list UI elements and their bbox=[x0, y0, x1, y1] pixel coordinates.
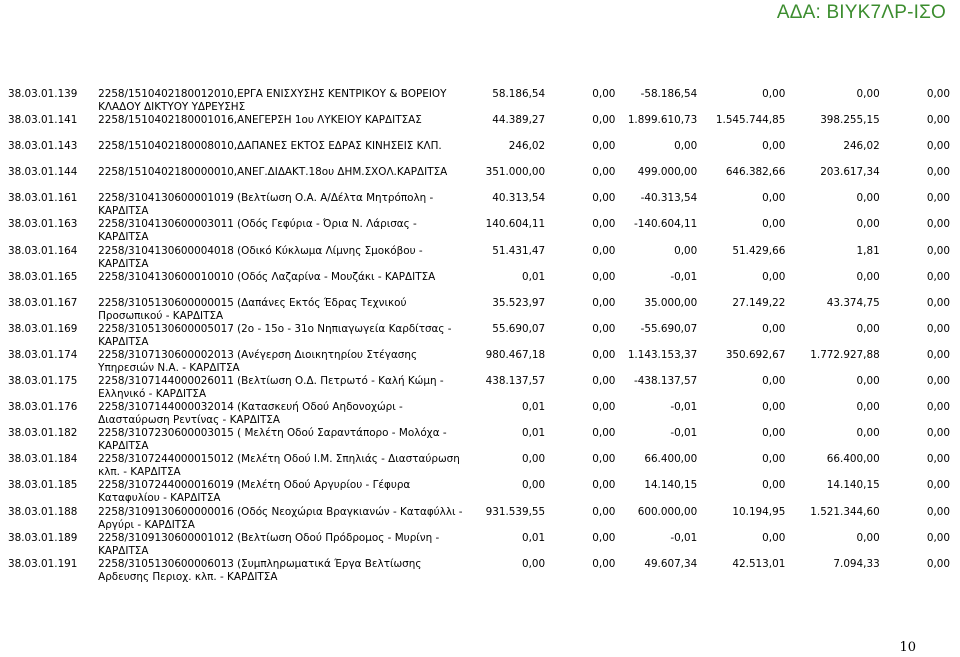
account-description: 2258/3104130600010010 (Οδός Λαζαρίνα - Μουζάκι - ΚΑΡΔΙΤΣΑ bbox=[98, 270, 436, 283]
account-code: 38.03.01.167 bbox=[8, 296, 78, 309]
amount-col-3: 499.000,00 bbox=[637, 166, 698, 179]
account-code: 38.03.01.141 bbox=[8, 114, 78, 127]
budget-table bbox=[6, 88, 952, 584]
table-row bbox=[6, 297, 952, 323]
amount-col-6: 0,00 bbox=[926, 505, 950, 518]
account-code: 38.03.01.184 bbox=[8, 453, 78, 466]
table-row bbox=[6, 506, 952, 532]
amount-col-2: 0,00 bbox=[592, 244, 616, 257]
amount-col-5: 246,02 bbox=[843, 140, 880, 153]
account-description: 2258/1510402180001016,ΑΝΕΓΕΡΣΗ 1ου ΛΥΚΕΙΟΥ ΚΑΡΔΙΤΣΑΣ bbox=[98, 114, 422, 127]
amount-col-2: 0,00 bbox=[592, 192, 616, 205]
table-row bbox=[6, 245, 952, 271]
account-description: 2258/3104130600001019 (Βελτίωση Ο.Α. Α/Δέλτα Μητρόπολη - ΚΑΡΔΙΤΣΑ bbox=[98, 192, 434, 218]
account-description: 2258/3107230600003015 ( Μελέτη Οδού Σαραντάπορο - Μολόχα - ΚΑΡΔΙΤΣΑ bbox=[98, 427, 447, 453]
amount-col-5: 0,00 bbox=[856, 375, 880, 388]
amount-col-3: 35.000,00 bbox=[644, 296, 698, 309]
amount-col-6: 0,00 bbox=[926, 166, 950, 179]
page-number: 10 bbox=[899, 640, 916, 655]
amount-col-4: 0,00 bbox=[762, 140, 786, 153]
amount-col-1: 40.313,54 bbox=[492, 192, 546, 205]
amount-col-6: 0,00 bbox=[926, 557, 950, 570]
amount-col-5: 0,00 bbox=[856, 218, 880, 231]
amount-col-1: 351.000,00 bbox=[485, 166, 546, 179]
amount-col-6: 0,00 bbox=[926, 296, 950, 309]
amount-col-1: 0,00 bbox=[522, 479, 546, 492]
account-code: 38.03.01.165 bbox=[8, 270, 78, 283]
amount-col-1: 931.539,55 bbox=[485, 505, 546, 518]
amount-col-2: 0,00 bbox=[592, 218, 616, 231]
table-row bbox=[6, 271, 952, 297]
amount-col-4: 0,00 bbox=[762, 218, 786, 231]
account-code: 38.03.01.163 bbox=[8, 218, 78, 231]
account-code: 38.03.01.161 bbox=[8, 192, 78, 205]
account-code: 38.03.01.189 bbox=[8, 531, 78, 544]
amount-col-6: 0,00 bbox=[926, 114, 950, 127]
amount-col-3: 49.607,34 bbox=[644, 557, 698, 570]
amount-col-2: 0,00 bbox=[592, 140, 616, 153]
amount-col-3: -0,01 bbox=[670, 401, 698, 414]
amount-col-4: 10.194,95 bbox=[732, 505, 786, 518]
amount-col-6: 0,00 bbox=[926, 218, 950, 231]
table-row bbox=[6, 349, 952, 375]
account-code: 38.03.01.174 bbox=[8, 348, 78, 361]
amount-col-6: 0,00 bbox=[926, 322, 950, 335]
amount-col-2: 0,00 bbox=[592, 401, 616, 414]
table-row bbox=[6, 323, 952, 349]
amount-col-1: 0,00 bbox=[522, 453, 546, 466]
account-description: 2258/3109130600001012 (Βελτίωση Οδού Πρόδρομος - Μυρίνη - ΚΑΡΔΙΤΣΑ bbox=[98, 531, 440, 557]
amount-col-3: 1.143.153,37 bbox=[627, 348, 698, 361]
amount-col-3: -0,01 bbox=[670, 427, 698, 440]
amount-col-6: 0,00 bbox=[926, 531, 950, 544]
amount-col-6: 0,00 bbox=[926, 401, 950, 414]
amount-col-6: 0,00 bbox=[926, 375, 950, 388]
amount-col-4: 0,00 bbox=[762, 375, 786, 388]
amount-col-5: 14.140,15 bbox=[826, 479, 880, 492]
amount-col-6: 0,00 bbox=[926, 479, 950, 492]
amount-col-1: 980.467,18 bbox=[485, 348, 546, 361]
account-code: 38.03.01.185 bbox=[8, 479, 78, 492]
amount-col-4: 350.692,67 bbox=[725, 348, 786, 361]
amount-col-6: 0,00 bbox=[926, 244, 950, 257]
account-description: 2258/1510402180012010,ΕΡΓΑ ΕΝΙΣΧΥΣΗΣ ΚΕΝΤΡΙΚΟΥ & ΒΟΡΕΙΟΥ ΚΛΑΔΟΥ ΔΙΚΤΥΟΥ ΥΔΡΕΥΣΗΣ bbox=[98, 88, 447, 113]
amount-col-2: 0,00 bbox=[592, 479, 616, 492]
table-row bbox=[6, 532, 952, 558]
amount-col-2: 0,00 bbox=[592, 427, 616, 440]
amount-col-5: 66.400,00 bbox=[826, 453, 880, 466]
amount-col-4: 0,00 bbox=[762, 401, 786, 414]
amount-col-2: 0,00 bbox=[592, 166, 616, 179]
amount-col-3: -40.313,54 bbox=[640, 192, 698, 205]
table-row bbox=[6, 114, 952, 140]
table-row bbox=[6, 479, 952, 505]
amount-col-1: 51.431,47 bbox=[492, 244, 546, 257]
amount-col-5: 0,00 bbox=[856, 192, 880, 205]
account-code: 38.03.01.164 bbox=[8, 244, 78, 257]
table-row bbox=[6, 375, 952, 401]
amount-col-3: 0,00 bbox=[674, 244, 698, 257]
amount-col-1: 0,01 bbox=[522, 531, 546, 544]
amount-col-3: 1.899.610,73 bbox=[627, 114, 698, 127]
amount-col-5: 0,00 bbox=[856, 270, 880, 283]
table-row bbox=[6, 218, 952, 244]
account-description: 2258/3104130600003011 (Οδός Γεφύρια - Όρια Ν. Λάρισας - ΚΑΡΔΙΤΣΑ bbox=[98, 218, 417, 244]
amount-col-6: 0,00 bbox=[926, 427, 950, 440]
amount-col-4: 0,00 bbox=[762, 479, 786, 492]
account-description: 2258/1510402180000010,ΑΝΕΓ.ΔΙΔΑΚΤ.18ου ΔΗΜ.ΣΧΟΛ.ΚΑΡΔΙΤΣΑ bbox=[98, 166, 448, 179]
account-description: 2258/3109130600000016 (Οδός Νεοχώρια Βραγκιανών - Καταφύλλι - Αργύρι - ΚΑΡΔΙΤΣΑ bbox=[98, 505, 463, 531]
table-row bbox=[6, 558, 952, 584]
amount-col-4: 0,00 bbox=[762, 453, 786, 466]
amount-col-5: 0,00 bbox=[856, 427, 880, 440]
amount-col-3: -0,01 bbox=[670, 270, 698, 283]
amount-col-4: 42.513,01 bbox=[732, 557, 786, 570]
amount-col-2: 0,00 bbox=[592, 270, 616, 283]
amount-col-2: 0,00 bbox=[592, 114, 616, 127]
amount-col-1: 55.690,07 bbox=[492, 322, 546, 335]
account-description: 2258/3107144000026011 (Βελτίωση Ο.Δ. Πετρωτό - Καλή Κώμη - Ελληνικό - ΚΑΡΔΙΤΣΑ bbox=[98, 375, 444, 401]
amount-col-4: 0,00 bbox=[762, 427, 786, 440]
amount-col-5: 43.374,75 bbox=[826, 296, 880, 309]
table-row bbox=[6, 453, 952, 479]
amount-col-3: 66.400,00 bbox=[644, 453, 698, 466]
amount-col-4: 0,00 bbox=[762, 531, 786, 544]
amount-col-3: -438.137,57 bbox=[633, 375, 698, 388]
amount-col-3: -58.186,54 bbox=[640, 88, 698, 100]
amount-col-2: 0,00 bbox=[592, 531, 616, 544]
account-code: 38.03.01.176 bbox=[8, 401, 78, 414]
account-code: 38.03.01.143 bbox=[8, 140, 78, 153]
account-code: 38.03.01.191 bbox=[8, 557, 78, 570]
amount-col-2: 0,00 bbox=[592, 505, 616, 518]
amount-col-1: 438.137,57 bbox=[485, 375, 546, 388]
amount-col-2: 0,00 bbox=[592, 296, 616, 309]
amount-col-5: 398.255,15 bbox=[820, 114, 880, 127]
amount-col-1: 44.389,27 bbox=[492, 114, 546, 127]
amount-col-1: 35.523,97 bbox=[492, 296, 546, 309]
amount-col-4: 1.545.744,85 bbox=[715, 114, 786, 127]
table-body bbox=[6, 88, 952, 584]
account-code: 38.03.01.169 bbox=[8, 322, 78, 335]
amount-col-6: 0,00 bbox=[926, 348, 950, 361]
amount-col-5: 0,00 bbox=[856, 531, 880, 544]
amount-col-1: 246,02 bbox=[508, 140, 546, 153]
table-row bbox=[6, 140, 952, 166]
amount-col-2: 0,00 bbox=[592, 557, 616, 570]
account-description: 2258/3105130600006013 (Συμπληρωματικά Έργα Βελτίωσης Αρδευσης Περιοχ. κλπ. - ΚΑΡΔΙΤΣΑ bbox=[98, 557, 422, 583]
amount-col-5: 203.617,34 bbox=[820, 166, 880, 179]
amount-col-4: 0,00 bbox=[762, 322, 786, 335]
amount-col-3: -0,01 bbox=[670, 531, 698, 544]
account-description: 2258/3104130600004018 (Οδικό Κύκλωμα Λίμνης Σμοκόβου - ΚΑΡΔΙΤΣΑ bbox=[98, 244, 423, 270]
amount-col-5: 1.772.927,88 bbox=[810, 348, 880, 361]
amount-col-6: 0,00 bbox=[926, 270, 950, 283]
amount-col-6: 0,00 bbox=[926, 192, 950, 205]
amount-col-4: 0,00 bbox=[762, 270, 786, 283]
amount-col-4: 646.382,66 bbox=[725, 166, 786, 179]
amount-col-3: -140.604,11 bbox=[633, 218, 698, 231]
table-row bbox=[6, 427, 952, 453]
account-code: 38.03.01.144 bbox=[8, 166, 78, 179]
amount-col-3: 0,00 bbox=[674, 140, 698, 153]
account-description: 2258/3107130600002013 (Ανέγερση Διοικητηρίου Στέγασης Υπηρεσιών Ν.Α. - ΚΑΡΔΙΤΣΑ bbox=[98, 348, 418, 374]
account-description: 2258/1510402180008010,ΔΑΠΑΝΕΣ ΕΚΤΟΣ ΕΔΡΑΣ ΚΙΝΗΣΕΙΣ ΚΛΠ. bbox=[98, 140, 442, 153]
amount-col-1: 0,01 bbox=[522, 270, 546, 283]
amount-col-1: 140.604,11 bbox=[485, 218, 546, 231]
account-code: 38.03.01.139 bbox=[8, 88, 78, 100]
amount-col-1: 0,01 bbox=[522, 427, 546, 440]
amount-col-4: 0,00 bbox=[762, 192, 786, 205]
amount-col-1: 0,01 bbox=[522, 401, 546, 414]
table-row bbox=[6, 401, 952, 427]
amount-col-4: 51.429,66 bbox=[732, 244, 786, 257]
amount-col-6: 0,00 bbox=[926, 88, 950, 100]
amount-col-5: 0,00 bbox=[856, 401, 880, 414]
account-code: 38.03.01.188 bbox=[8, 505, 78, 518]
amount-col-6: 0,00 bbox=[926, 140, 950, 153]
amount-col-5: 0,00 bbox=[856, 322, 880, 335]
amount-col-5: 7.094,33 bbox=[833, 557, 880, 570]
account-description: 2258/3105130600000015 (Δαπάνες Εκτός Έδρας Τεχνικού Προσωπικού - ΚΑΡΔΙΤΣΑ bbox=[98, 296, 407, 322]
amount-col-1: 58.186,54 bbox=[492, 88, 546, 100]
watermark-ada: ΑΔΑ: ΒΙΥΚ7ΛΡ-ΙΣΟ bbox=[776, 2, 946, 23]
amount-col-5: 1,81 bbox=[856, 244, 880, 257]
amount-col-2: 0,00 bbox=[592, 322, 616, 335]
amount-col-5: 1.521.344,60 bbox=[810, 505, 880, 518]
amount-col-4: 27.149,22 bbox=[732, 296, 786, 309]
amount-col-4: 0,00 bbox=[762, 88, 786, 100]
table-row bbox=[6, 166, 952, 192]
amount-col-1: 0,00 bbox=[522, 557, 546, 570]
amount-col-2: 0,00 bbox=[592, 453, 616, 466]
amount-col-3: 600.000,00 bbox=[637, 505, 698, 518]
amount-col-5: 0,00 bbox=[856, 88, 880, 100]
amount-col-3: -55.690,07 bbox=[640, 322, 698, 335]
account-description: 2258/3105130600005017 (2ο - 15ο - 31ο Νηπιαγωγεία Καρδίτσας - ΚΑΡΔΙΤΣΑ bbox=[98, 322, 452, 348]
table-row bbox=[6, 192, 952, 218]
table-row bbox=[6, 88, 952, 114]
amount-col-2: 0,00 bbox=[592, 348, 616, 361]
account-description: 2258/3107144000032014 (Κατασκευή Οδού Αηδονοχώρι - Διασταύρωση Ρεντίνας - ΚΑΡΔΙΤΣΑ bbox=[98, 401, 403, 427]
amount-col-3: 14.140,15 bbox=[644, 479, 698, 492]
account-code: 38.03.01.182 bbox=[8, 427, 78, 440]
amount-col-2: 0,00 bbox=[592, 375, 616, 388]
account-code: 38.03.01.175 bbox=[8, 375, 78, 388]
amount-col-6: 0,00 bbox=[926, 453, 950, 466]
account-description: 2258/3107244000015012 (Μελέτη Οδού Ι.Μ. Σπηλιάς - Διασταύρωση κλπ. - ΚΑΡΔΙΤΣΑ bbox=[98, 453, 460, 479]
amount-col-2: 0,00 bbox=[592, 88, 616, 100]
account-description: 2258/3107244000016019 (Μελέτη Οδού Αργυρίου - Γέφυρα Καταφυλίου - ΚΑΡΔΙΤΣΑ bbox=[98, 479, 411, 505]
